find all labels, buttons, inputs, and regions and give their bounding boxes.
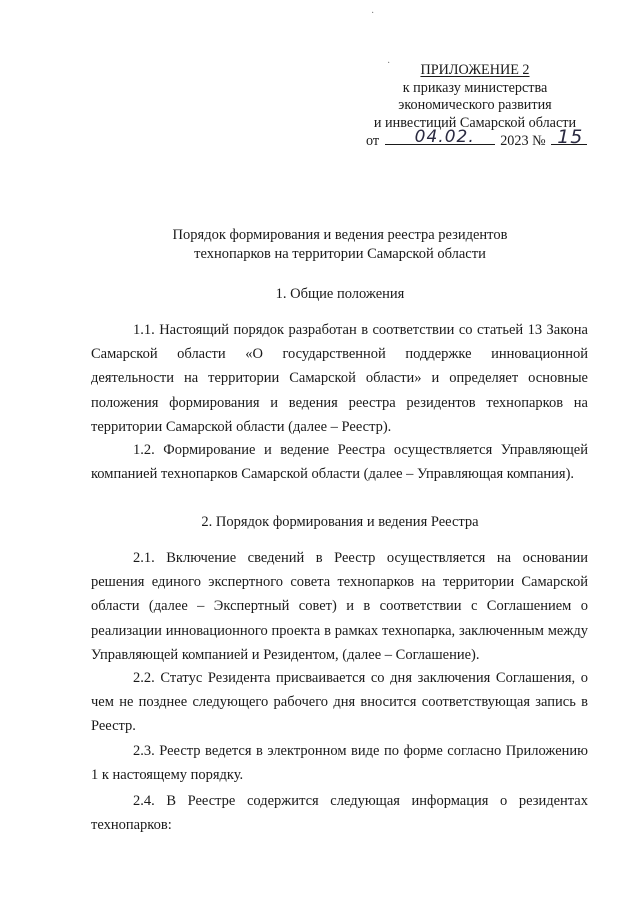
date-blank [385, 127, 495, 147]
appendix-line: к приказу министерства [402, 79, 548, 96]
appendix-title: ПРИЛОЖЕНИЕ 2 [420, 62, 530, 78]
date-prefix: от [366, 133, 380, 149]
paragraph-2-1: 2.1. Включение сведений в Реестр осуществляется на основании решения единого экспертного совета технопарков на территории Самарской области (далее – Экспертный совет) и в соответствии с Соглашением о реализации инновационного проекта в рамках технопарка, заключенным между Управляющей компанией и Резидентом, (далее – Соглашение). [91, 550, 588, 663]
paragraph-1-2: 1.2. Формирование и ведение Реестра осуществляется Управляющей компанией технопарков Самарской области (далее – Управляющая компания). [91, 442, 588, 483]
order-date-line [366, 126, 596, 150]
paragraph-1-1: 1.1. Настоящий порядок разработан в соответствии со статьей 13 Закона Самарской области «О государственной поддержке инновационной деятельности на территории Самарской области» и определяет основные положения формирования и ведения реестра резидентов технопарков на территории Самарской области (далее – Реестр). [91, 322, 588, 435]
document-title-line: Порядок формирования и ведения реестра резидентов [172, 227, 508, 243]
section-2-heading: 2. Порядок формирования и ведения Реестра [201, 514, 479, 530]
appendix-line: и инвестиций Самарской области [373, 114, 577, 131]
number-blank [551, 126, 587, 148]
section-1-heading: 1. Общие положения [275, 286, 405, 302]
handwritten-date: 04.02. [414, 127, 475, 147]
appendix-block [350, 62, 600, 132]
paragraph-2-2: 2.2. Статус Резидента присваивается со дня заключения Соглашения, о чем не позднее следующего рабочего дня вносится соответствующая запись в Реестр. [91, 670, 588, 735]
scan-speck: · [387, 58, 391, 69]
handwritten-number: 15 [557, 126, 584, 148]
year-number-label: 2023 № [500, 133, 546, 149]
document-title-line: технопарков на территории Самарской области [194, 246, 486, 262]
scan-speck: · [371, 8, 375, 19]
document-title [80, 226, 600, 264]
paragraph-2-3: 2.3. Реестр ведется в электронном виде по форме согласно Приложению 1 к настоящему порядку. [91, 743, 588, 784]
appendix-line: экономического развития [398, 97, 552, 113]
paragraph-2-4: 2.4. В Реестре содержится следующая информация о резидентах технопарков: [91, 793, 588, 834]
